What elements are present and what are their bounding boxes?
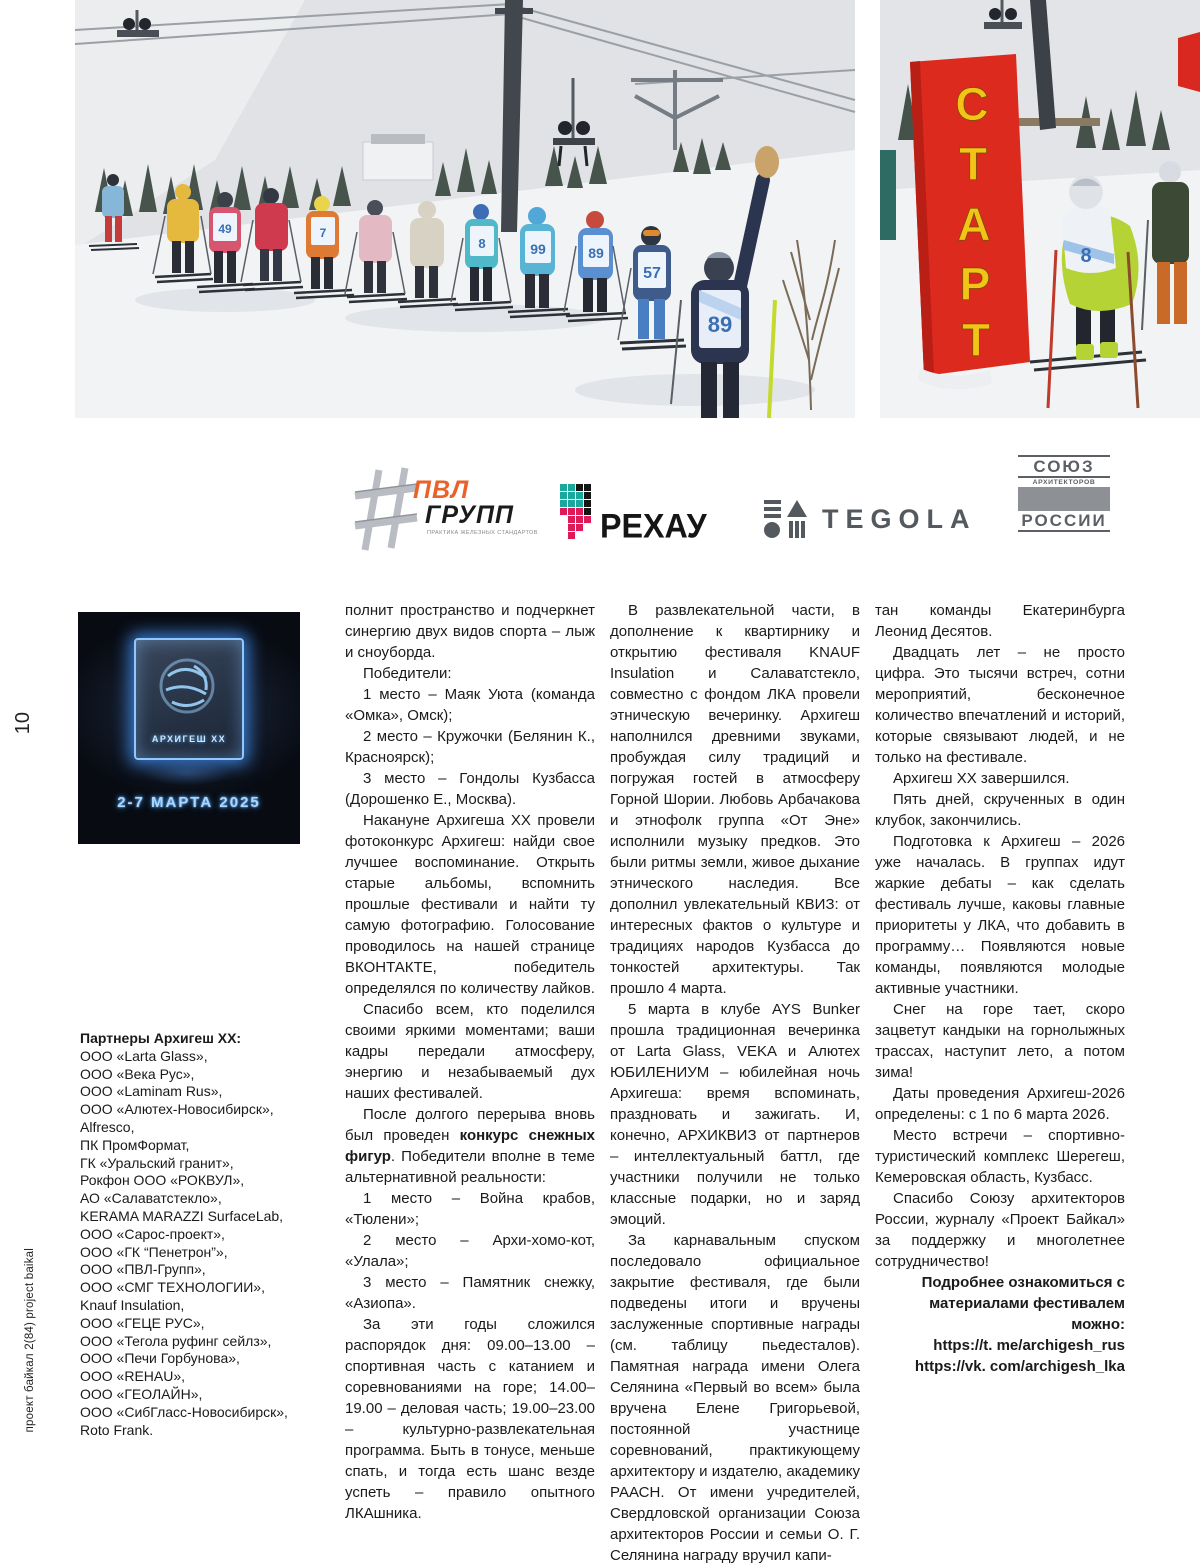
bib-number: 8 [1080,245,1092,267]
paragraph: 2 место – Кружочки (Белянин К., Красноярск); [345,728,595,766]
pvl-name-bottom: ГРУПП [425,501,514,529]
paragraph: Подробнее ознакомиться с материалами фестивалем можно: [921,1274,1125,1333]
bystander [880,150,896,240]
skiers-lineup-photo [75,0,855,418]
paragraph: Место встречи – спортивно-туристический комплекс Шерегеш, Кемеровская область, Кузбасс. [875,1127,1125,1186]
bib-number: 49 [218,222,232,236]
start-banner [910,54,1030,389]
partner-item: Roto Frank. [80,1421,154,1438]
partner-item: ООО «ГЕОЛАЙН», [80,1385,203,1402]
partner-item: ООО «ГК “Пенетрон”», [80,1243,228,1260]
bib-number: 57 [643,265,661,282]
bib-number: 7 [319,226,327,240]
pvl-wordmark [413,478,538,537]
paragraph: Снег на горе тает, скоро зацветут кандыки на горнолыжных трассах, наступит лето, а потом зима! [875,1001,1125,1081]
paragraph: За карнавальным спуском последовало официальное закрытие фестиваля, где были подведены итоги и вручены заслуженные спортивные награды (см. таблицу пьедесталов). Памятная награда имени Олега Селянина «Первый во всем» была вручена Елене Григорьевой, постоянной участнице соревнований, практикующему архитектору и издателю, академику РААСН. От имени учредителей, Свердловской организации Союза архитекторов России и семьи О. Г. Селянина награду вручил капи- [610,1232,860,1564]
paragraph: Победители: [363,665,452,682]
paragraph: 1 место – Маяк Уюта (команда «Омка», Омск); [345,686,595,724]
journal-title-vertical: проект байкал 2(84) project baikal [24,1248,36,1433]
award-title: АРХИГЕШ XX [151,734,227,744]
tegola-wordmark: TEGOLA [822,503,977,534]
archigesh-swirl-logo [136,646,238,726]
souz-line2: АРХИТЕКТОРОВ [1032,479,1096,486]
partner-item: ООО «Алютех-Новосибирск», [80,1101,274,1118]
paragraph: 2 место – Архи-хомо-кот, «Улала»; [345,1232,595,1270]
paragraph: За эти годы сложился распорядок дня: 09.00–13.00 – спортивная часть с катанием и соревнованиями на горе; 14.00–19.00 – деловая часть; 19.00–23.00 – культурно-развлекательная программа. Быть в тонусе, меньше спать, и тогда есть шанс везде успеть – правило опытного ЛКАшника. [345,1316,595,1522]
partner-item: ПК ПромФормат, [80,1136,190,1153]
bib-number: 89 [707,312,733,337]
lift-station-roof [371,134,425,144]
souz-gray-band [1018,487,1110,511]
bib-number: 89 [588,245,604,261]
union-of-architects-logo [1018,455,1110,551]
partner-item: Knauf Insulation, [80,1296,185,1313]
pvl-name-top: ПВЛ [413,476,470,504]
paragraph: Накануне Архигеша XX провели фотоконкурс Архигеш: найди свое лучшее воспоминание. Открыть старые альбомы, вспомнить прошлые фестивали и найти ту самую фотографию. Голосование проводилось на нашей странице ВКОНТАКТЕ, победитель определялся по количеству лайков. [345,812,595,997]
paragraph: Даты проведения Архигеш-2026 определены: с 1 по 6 марта 2026. [875,1085,1125,1123]
paragraph: 3 место – Гондолы Кузбасса (Дорошенко Е., Москва). [345,770,595,808]
partner-item: ООО «Века Рус», [80,1065,195,1082]
hashtag-icon [355,468,419,552]
paragraph: тан команды Екатеринбурга Леонид Десятов. [875,602,1125,640]
partner-item: ООО «ПВЛ-Групп», [80,1261,206,1278]
bib-number: 99 [530,241,546,257]
lift-station [363,142,433,180]
partner-item: ООО «Сарос-проект», [80,1225,225,1242]
partner-item: Рокфон ООО «РОКВУЛ», [80,1172,245,1189]
page-number: 10 [12,712,34,735]
plaque-reflection [142,760,232,786]
paragraph: Архигеш XX завершился. [893,770,1070,787]
partners-list [80,1030,330,1439]
start-banner-photo [880,0,1200,418]
banner-letter: Т [958,138,988,190]
article-column-3 [875,600,1125,1377]
partner-item: ООО «СибГласс-Новосибирск», [80,1403,288,1420]
partner-item: ООО «СМГ ТЕХНОЛОГИИ», [80,1279,265,1296]
skiers-lineup-illustration [75,0,855,418]
partner-item: KERAMA MARAZZI SurfaceLab, [80,1207,284,1224]
award-plaque-photo [78,612,300,844]
partner-item: ООО «ГЕЦЕ РУС», [80,1314,205,1331]
rehau-wordmark: РЕХАУ [600,506,707,546]
paragraph: Спасибо Союзу архитекторов России, журналу «Проект Байкал» за поддержку и многолетнее сотрудничество! [875,1190,1125,1270]
souz-line3: РОССИИ [1021,511,1107,530]
start-banner-illustration [880,0,1200,418]
partners-items [80,1048,330,1440]
partner-item: ООО «Laminam Rus», [80,1083,223,1100]
paragraph: полнит пространство и подчеркнет синергию двух видов спорта – лыж и сноуборда. [345,602,595,661]
pvl-tagline: ПРАКТИКА ЖЕЛЕЗНЫХ СТАНДАРТОВ [427,530,538,536]
partner-item: ГК «Уральский гранит», [80,1154,234,1171]
rehau-pixel-icon [560,484,596,546]
banner-letter: Т [961,314,991,366]
partner-item: ООО «Печи Горбунова», [80,1350,240,1367]
partner-item: АО «Салаватстекло», [80,1190,222,1207]
article-column-2 [610,600,860,1566]
paragraph: Подготовка к Архигеш – 2026 уже началась. В группах идут жаркие дебаты – как сделать фестиваль лучше, каковы главные приоритеты у ЛКА, что добавить в программу… Появляются новые команды, появляются молодые активные участники. [875,833,1125,997]
banner-letter: Р [959,258,991,310]
partners-header: Партнеры Архигеш XX: [80,1030,242,1046]
divider [1018,530,1110,532]
banner-letter: А [957,198,991,250]
paragraph: 3 место – Памятник снежку, «Азиопа». [345,1274,595,1312]
paragraph: Пять дней, скрученных в один клубок, закончились. [875,791,1125,829]
paragraph: После долгого перерыва вновь был проведен конкурс снежных фигур. Победители вполне в теме альтернативной реальности: [345,1106,595,1186]
tegola-icon [764,498,810,540]
red-flag [1178,32,1200,92]
bib-number: 8 [478,236,486,251]
glass-plaque [134,638,244,760]
partner-item: Alfresco, [80,1118,135,1135]
paragraph: 5 марта в клубе AYS Bunker прошла традиционная вечеринка от Larta Glass, VEKA и Алютех ЮБИЛЕНИУМ – юбилейная ночь Архигеша: время вспоминать, праздновать и зажигать. И, конечно, АРХИКВИЗ от партнеров – интеллектуальный баттл, где участники получили не только классные подарки, но и заряд эмоций. [610,1001,860,1228]
paragraph: https://t. me/archigesh_rus [933,1337,1125,1354]
banner-letter: С [955,78,989,130]
tegola-logo [764,496,977,542]
paragraph: Двадцать лет – не просто цифра. Это тысячи встреч, сотни мероприятий, бесконечное количество впечатлений и историй, которые связывают людей, и не только на фестивале. [875,644,1125,766]
article-column-1 [345,600,595,1524]
paragraph: Спасибо всем, кто поделился своими яркими моментами; ваши кадры передали атмосферу, энергию и незабываемый дух наших фестивалей. [345,1001,595,1102]
partner-item: ООО «Тегола руфинг сейлз», [80,1332,272,1349]
partner-item: ООО «Larta Glass», [80,1047,208,1064]
pvl-grupp-logo [355,468,538,552]
award-date: 2-7 МАРТА 2025 [117,794,261,811]
rehau-logo [560,484,725,550]
partner-item: ООО «REHAU», [80,1368,186,1385]
souz-line1: СОЮЗ [1033,457,1095,476]
paragraph: В развлекательной части, в дополнение к квартирнику и открытию фестиваля KNAUF Insulation и Салаватстекло, совместно с фондом ЛКА провели этническую вечеринку. Архигеш наполнился древними звуками, пробуждая силу традиций и погружая гостей в атмосферу Горной Шории. Любовь Арбачакова и этнофолк группа «От Эне» исполнили музыку предков. Это были ритмы земли, живое дыхание этнического наследия. Все дополнил увлекательный КВИЗ: от интересных фактов о культуре и традициях народов Кузбасса до тонкостей архитектуры. Так прошло 4 марта. [610,602,860,997]
paragraph: https://vk. com/archigesh_lka [914,1358,1125,1375]
paragraph: 1 место – Война крабов, «Тюлени»; [345,1190,595,1228]
